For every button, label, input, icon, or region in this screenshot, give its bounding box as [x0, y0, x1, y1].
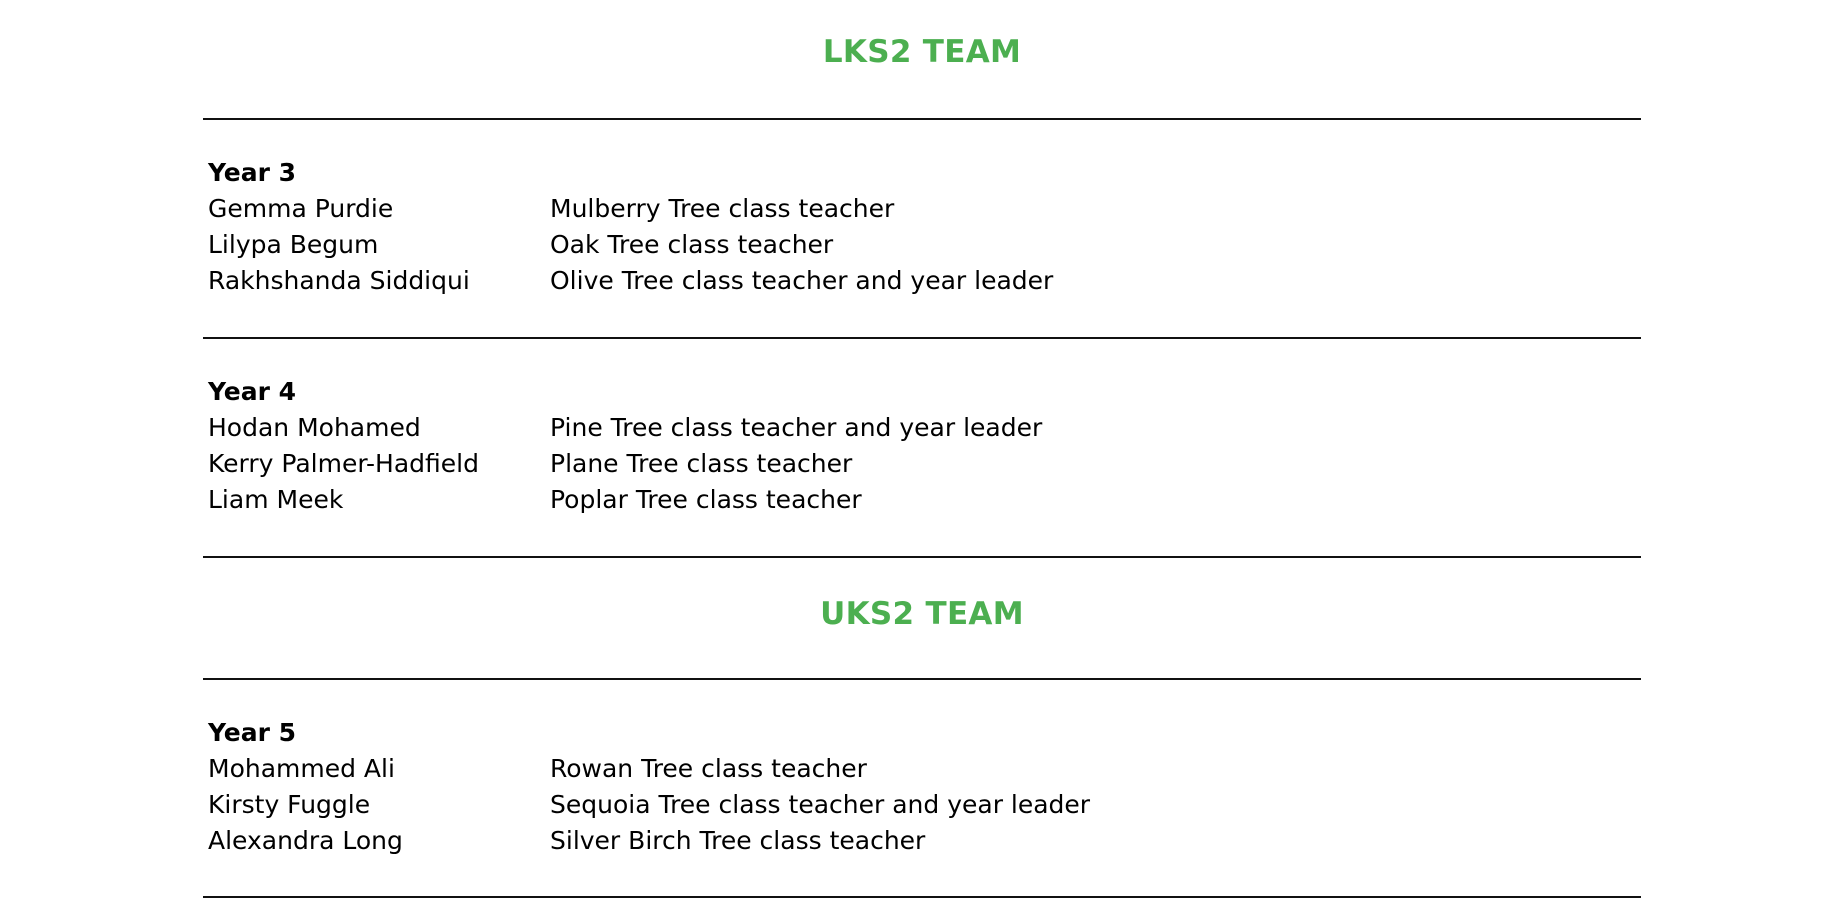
staff-row	[208, 751, 1608, 787]
year-section-year-3	[208, 155, 1608, 299]
staff-row	[208, 446, 1608, 482]
staff-row	[208, 191, 1608, 227]
year-section-year-4	[208, 374, 1608, 518]
staff-row	[208, 823, 1608, 859]
staff-name: Kirsty Fuggle	[208, 790, 371, 819]
divider	[203, 678, 1641, 680]
team-title-lks2: LKS2 TEAM	[822, 34, 1022, 70]
staff-page	[203, 0, 1641, 904]
year-heading: Year 5	[208, 718, 297, 747]
team-title-uks2: UKS2 TEAM	[820, 596, 1024, 632]
year-section-year-5	[208, 715, 1608, 859]
staff-name: Lilypa Begum	[208, 230, 379, 259]
staff-role: Plane Tree class teacher	[550, 449, 853, 478]
staff-role: Olive Tree class teacher and year leader	[550, 266, 1054, 295]
divider	[203, 337, 1641, 339]
divider	[203, 556, 1641, 558]
staff-row	[208, 482, 1608, 518]
staff-role: Oak Tree class teacher	[550, 230, 834, 259]
divider	[203, 896, 1641, 898]
staff-role: Pine Tree class teacher and year leader	[550, 413, 1043, 442]
staff-name: Kerry Palmer-Hadfield	[208, 449, 479, 478]
staff-name: Mohammed Ali	[208, 754, 395, 783]
staff-role: Sequoia Tree class teacher and year leader	[550, 790, 1091, 819]
staff-row	[208, 787, 1608, 823]
staff-name: Rakhshanda Siddiqui	[208, 266, 470, 295]
staff-row	[208, 263, 1608, 299]
staff-role: Mulberry Tree class teacher	[550, 194, 895, 223]
year-heading: Year 4	[208, 377, 297, 406]
staff-role: Silver Birch Tree class teacher	[550, 826, 926, 855]
staff-row	[208, 410, 1608, 446]
staff-role: Poplar Tree class teacher	[550, 485, 862, 514]
staff-name: Hodan Mohamed	[208, 413, 421, 442]
year-heading: Year 3	[208, 158, 297, 187]
staff-role: Rowan Tree class teacher	[550, 754, 867, 783]
divider	[203, 118, 1641, 120]
staff-row	[208, 227, 1608, 263]
staff-name: Alexandra Long	[208, 826, 403, 855]
staff-name: Gemma Purdie	[208, 194, 394, 223]
staff-name: Liam Meek	[208, 485, 344, 514]
